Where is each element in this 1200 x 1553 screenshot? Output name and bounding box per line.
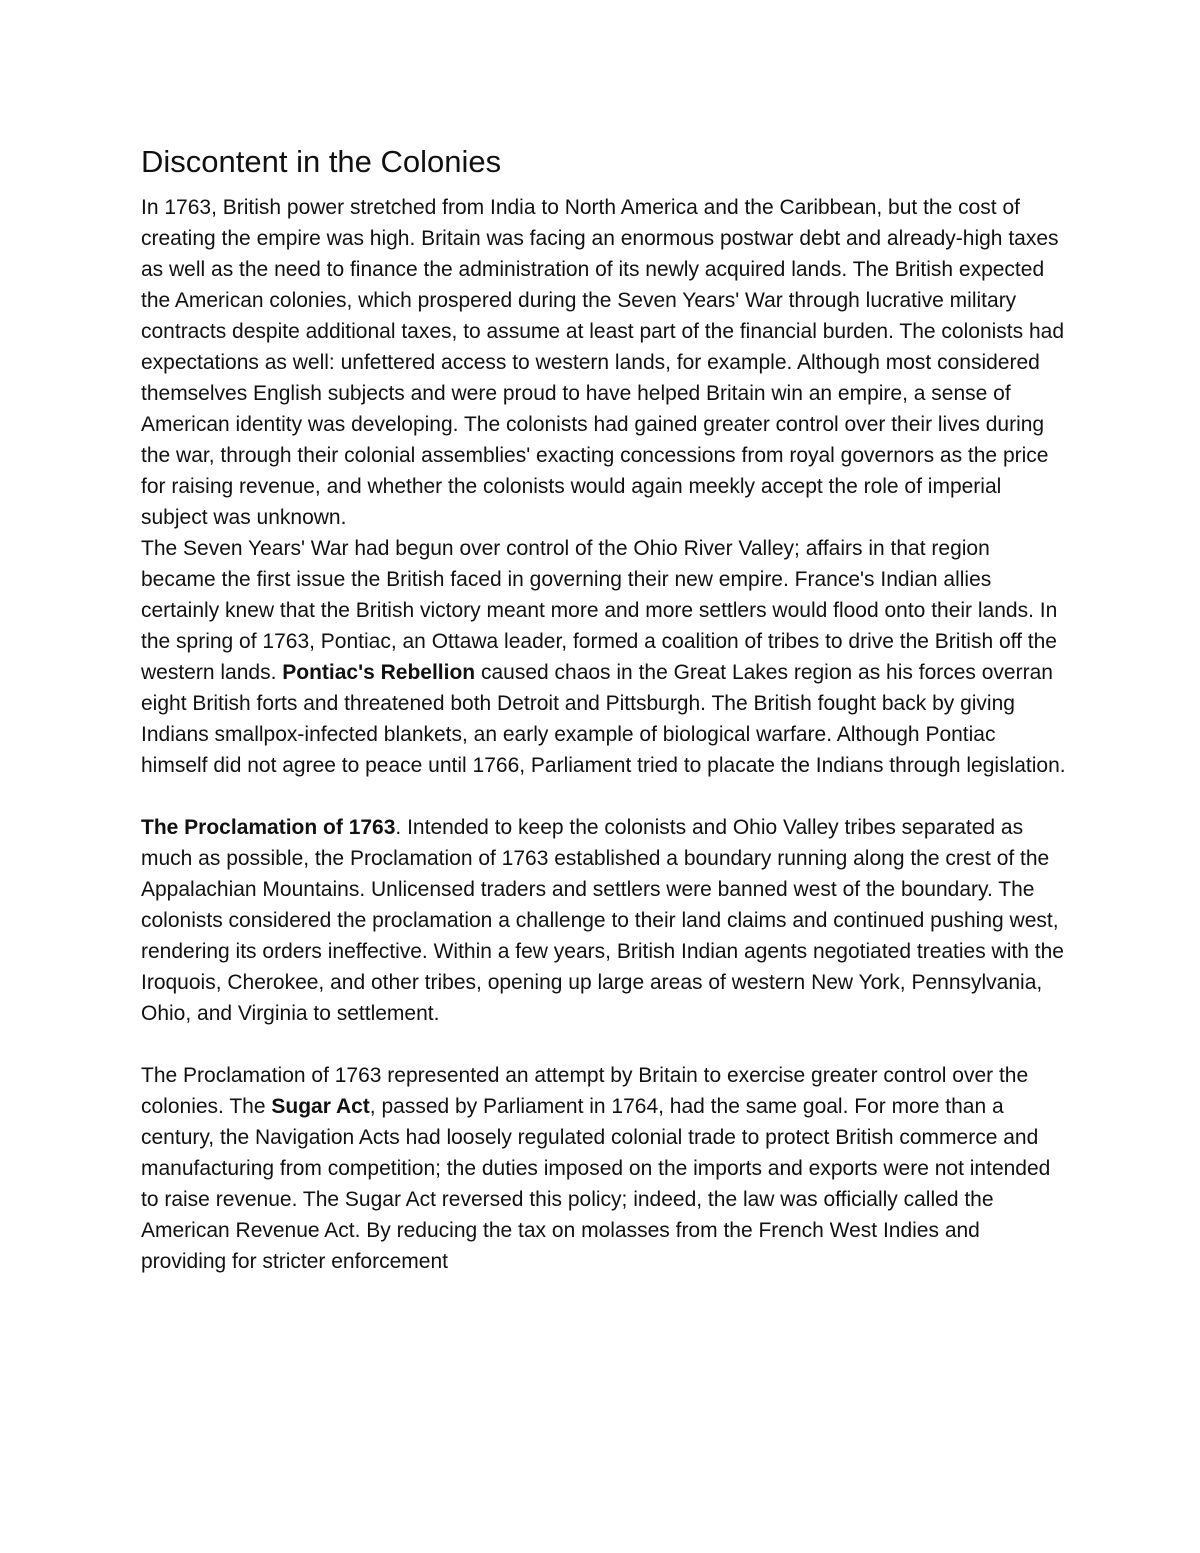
term-pontiacs-rebellion: Pontiac's Rebellion	[282, 661, 476, 684]
paragraph-spacer	[141, 781, 1066, 812]
paragraph-intro	[141, 192, 1066, 533]
document-title: Discontent in the Colonies	[141, 144, 502, 179]
term-sugar-act: Sugar Act	[271, 1095, 370, 1118]
document-page	[141, 140, 1066, 1277]
term-proclamation-of-1763: The Proclamation of 1763	[141, 816, 396, 839]
paragraph-sugar-act	[141, 1060, 1066, 1277]
paragraph-pontiac-text-after: caused chaos in the Great Lakes region as his forces overran eight British forts and threatened both Detroit and Pittsburgh. The British fought back by giving Indians smallpox-infected blankets, an early example of biological warfare. Although Pontiac himself did not agree to peace until 1766, Parliament tried to placate the Indians through legislation.	[141, 661, 1066, 777]
paragraph-pontiac-text-before: The Seven Years' War had begun over control of the Ohio River Valley; affairs in that region became the first issue the British faced in governing their new empire. France's Indian allies certainly knew that the British victory meant more and more settlers would flood onto their lands. In the spring of 1763, Pontiac, an Ottawa leader, formed a coalition of tribes to drive the British off the western lands.	[141, 537, 1058, 684]
paragraph-pontiac	[141, 533, 1066, 781]
paragraph-intro-text: In 1763, British power stretched from India to North America and the Caribbean, but the cost of creating the empire was high. Britain was facing an enormous postwar debt and already-high taxes as well as the need to finance the administration of its newly acquired lands. The British expected the American colonies, which prospered during the Seven Years' War through lucrative military contracts despite additional taxes, to assume at least part of the financial burden. The colonists had expectations as well: unfettered access to western lands, for example. Although most considered themselves English subjects and were proud to have helped Britain win an empire, a sense of American identity was developing. The colonists had gained greater control over their lives during the war, through their colonial assemblies' exacting concessions from royal governors as the price for raising revenue, and whether the colonists would again meekly accept the role of imperial subject was unknown.	[141, 196, 1064, 529]
paragraph-proclamation	[141, 812, 1066, 1029]
paragraph-spacer	[141, 1029, 1066, 1060]
paragraph-sugar-act-text-after: , passed by Parliament in 1764, had the same goal. For more than a century, the Navigation Acts had loosely regulated colonial trade to protect British commerce and manufacturing from competition; the duties imposed on the imports and exports were not intended to raise revenue. The Sugar Act reversed this policy; indeed, the law was officially called the American Revenue Act. By reducing the tax on molasses from the French West Indies and providing for stricter enforcement	[141, 1095, 1051, 1273]
paragraph-proclamation-text: . Intended to keep the colonists and Ohio Valley tribes separated as much as possible, the Proclamation of 1763 established a boundary running along the crest of the Appalachian Mountains. Unlicensed traders and settlers were banned west of the boundary. The colonists considered the proclamation a challenge to their land claims and continued pushing west, rendering its orders ineffective. Within a few years, British Indian agents negotiated treaties with the Iroquois, Cherokee, and other tribes, opening up large areas of western New York, Pennsylvania, Ohio, and Virginia to settlement.	[141, 816, 1064, 1025]
paragraph-sugar-act-text-before: The Proclamation of 1763 represented an attempt by Britain to exercise greater control over the colonies. The	[141, 1064, 1029, 1118]
